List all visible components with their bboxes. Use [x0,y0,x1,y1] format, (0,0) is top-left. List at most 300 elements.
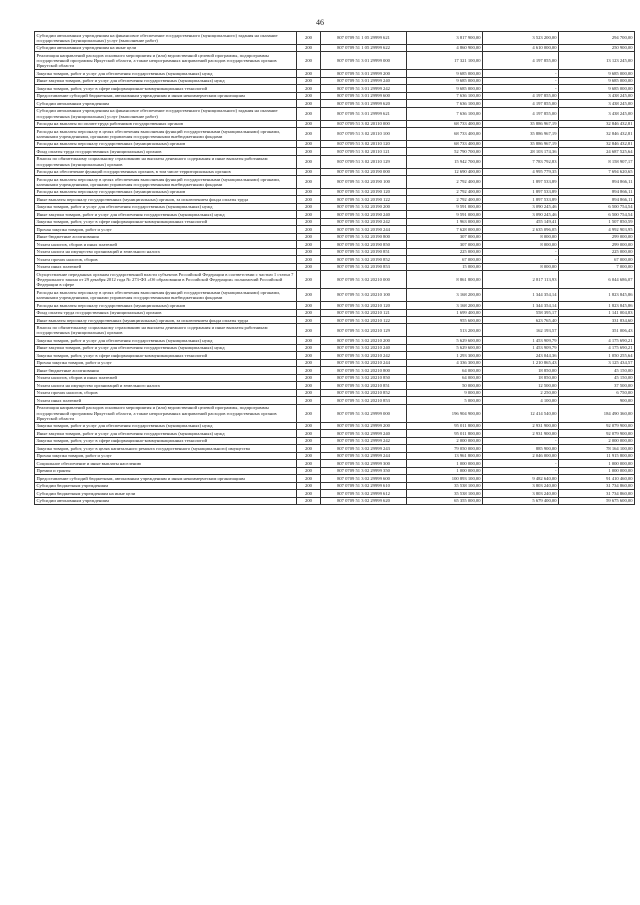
table-row [35,155,635,168]
row-code-cell: 200 [297,196,321,203]
row-name-cell: Взносы по обязательному социальному страхованию на выплаты денежного содержания и иные выплаты работникам государственных (муниципальных) органов [35,324,297,337]
row-plan-cell: 17 321 100,00 [407,52,483,70]
page-number: 46 [316,18,324,27]
row-code-cell: 200 [297,128,321,141]
row-plan-cell: 95 011 800,00 [407,422,483,429]
row-rest-cell: 1 823 845,86 [559,302,635,309]
row-code-cell: 200 [297,176,321,189]
row-code-cell: 200 [297,497,321,504]
row-kbk-cell: 807 0709 51 3 02 20190 120 [321,188,407,195]
table-row [35,100,635,107]
row-rest-cell: 45 150,00 [559,374,635,381]
row-kbk-cell: 807 0709 51 3 01 29999 000 [321,52,407,70]
row-plan-cell: 1 699 400,00 [407,309,483,316]
row-code-cell: 200 [297,52,321,70]
row-kbk-cell: 807 0709 51 3 02 20110 100 [321,128,407,141]
row-name-cell: Социальное обеспечение и иные выплаты населению [35,460,297,467]
row-kbk-cell: 807 0709 51 1 05 29999 621 [321,32,407,45]
row-rest-cell: 4 175 690,21 [559,337,635,344]
row-name-cell: Субсидии бюджетным учреждениям [35,482,297,489]
row-rest-cell: 3 438 245,00 [559,100,635,107]
table-row [35,445,635,452]
row-kbk-cell: 807 0709 51 3 02 20190 244 [321,226,407,233]
table-row [35,203,635,210]
row-fact-cell: - [483,256,559,263]
row-plan-cell: 79 050 000,00 [407,445,483,452]
row-name-cell: Иные закупки товаров, работ и услуг для обеспечения государственных (муниципальных) нужд [35,430,297,437]
row-rest-cell: 1 823 845,86 [559,289,635,302]
row-name-cell: Уплата налогов, сборов и иных платежей [35,241,297,248]
row-code-cell: 200 [297,168,321,175]
row-plan-cell: 67 000,00 [407,256,483,263]
row-code-cell: 200 [297,475,321,482]
row-name-cell: Иные выплаты персоналу государственных (муниципальных) органов, за исключением фонда оплаты труда [35,196,297,203]
row-name-cell: Расходы на выплаты персоналу в целях обеспечения выполнения функций государственными (муниципальными) органами, казенными учреждениями, органами управления государственными внебюджетными фондами [35,128,297,141]
row-kbk-cell: 807 0709 51 3 02 29999 200 [321,422,407,429]
table-row [35,490,635,497]
row-kbk-cell: 807 0709 51 3 02 20110 120 [321,140,407,147]
row-rest-cell: 11 915 800,00 [559,452,635,459]
row-code-cell: 200 [297,188,321,195]
row-code-cell: 200 [297,324,321,337]
row-code-cell: 200 [297,397,321,404]
table-row [35,367,635,374]
row-rest-cell: 894 866,11 [559,188,635,195]
row-rest-cell: 31 734 860,00 [559,482,635,489]
table-row [35,107,635,120]
table-row [35,309,635,316]
row-code-cell: 200 [297,382,321,389]
row-code-cell: 200 [297,140,321,147]
row-name-cell: Субсидии автономным учреждениям на финансовое обеспечение государственного (муниципального) задания на оказание государственных (муниципальных) услуг (выполнение работ) [35,32,297,45]
row-rest-cell: 2 000 000,00 [559,437,635,444]
row-rest-cell: 6 500 754,54 [559,211,635,218]
row-rest-cell: 6 500 754,54 [559,203,635,210]
row-rest-cell: 1 000 000,00 [559,467,635,474]
row-name-cell: Предоставление субсидий бюджетным, автономным учреждениям и иным некоммерческим организациям [35,475,297,482]
row-rest-cell: 59 675 600,00 [559,497,635,504]
row-kbk-cell: 807 0709 51 3 02 29999 612 [321,490,407,497]
table-row [35,168,635,175]
table-row [35,316,635,323]
row-name-cell: Расходы на выплаты по оплате труда работников государственных органов [35,120,297,127]
row-fact-cell: 35 886 967,19 [483,120,559,127]
row-rest-cell: 6 750,00 [559,389,635,396]
row-fact-cell: 1 453 909,79 [483,337,559,344]
table-row [35,256,635,263]
row-kbk-cell: 807 0709 51 3 02 20210 200 [321,337,407,344]
row-name-cell: Закупка товаров, работ и услуг для обеспечения государственных (муниципальных) нужд [35,422,297,429]
row-rest-cell: 7 000,00 [559,263,635,270]
row-name-cell: Фонд оплаты труда государственных (муниципальных) органов [35,148,297,155]
table-row [35,77,635,84]
row-plan-cell: 1 963 000,00 [407,218,483,225]
table-row [35,92,635,99]
row-code-cell: 200 [297,430,321,437]
row-plan-cell: 64 000,00 [407,374,483,381]
row-name-cell: Реализация направлений расходов основного мероприятия и (или) ведомственной целевой программы, подпрограммы государственной программы Иркутской области, а также непрограммных направлений расходов государственных органов Иркутской области [35,404,297,422]
row-rest-cell: 37 500,00 [559,382,635,389]
row-plan-cell: 9 685 000,00 [407,70,483,77]
row-plan-cell: 8 861 800,00 [407,271,483,289]
row-rest-cell: 331 834,60 [559,316,635,323]
row-fact-cell: 1 344 354,14 [483,302,559,309]
table-row [35,263,635,270]
row-kbk-cell: 807 0709 51 3 01 29999 620 [321,100,407,107]
table-row [35,211,635,218]
row-kbk-cell: 807 0709 51 3 02 20190 851 [321,248,407,255]
row-name-cell: Уплата прочих налогов, сборов [35,389,297,396]
table-row [35,44,635,51]
table-row [35,85,635,92]
row-fact-cell: 4 197 855,00 [483,92,559,99]
row-kbk-cell: 807 0709 51 3 02 20210 800 [321,367,407,374]
row-name-cell: Расходы на обеспечение функций государственных органов, в том числе территориальных органов [35,168,297,175]
row-plan-cell: 9 591 000,00 [407,203,483,210]
row-plan-cell: 68 733 400,00 [407,120,483,127]
row-name-cell: Иные закупки товаров, работ и услуг для обеспечения государственных (муниципальных) нужд [35,211,297,218]
row-code-cell: 200 [297,467,321,474]
row-code-cell: 200 [297,437,321,444]
row-plan-cell: 3 168 200,00 [407,289,483,302]
row-name-cell: Премии и гранты [35,467,297,474]
row-kbk-cell: 807 0709 51 3 02 29999 300 [321,460,407,467]
row-plan-cell: 35 538 100,00 [407,482,483,489]
row-fact-cell: 2 931 900,00 [483,430,559,437]
row-name-cell: Субсидии автономным учреждениям [35,497,297,504]
table-row [35,467,635,474]
row-code-cell: 200 [297,482,321,489]
row-fact-cell: 4 995 779,35 [483,168,559,175]
row-code-cell: 200 [297,337,321,344]
row-code-cell: 200 [297,490,321,497]
table-row [35,140,635,147]
row-kbk-cell: 807 0709 51 3 02 29999 243 [321,445,407,452]
row-fact-cell: 1 453 909,79 [483,344,559,351]
row-name-cell: Закупка товаров, работ и услуг для обеспечения государственных (муниципальных) нужд [35,70,297,77]
row-code-cell: 200 [297,44,321,51]
row-plan-cell: 9 685 000,00 [407,85,483,92]
row-kbk-cell: 807 0709 51 3 01 29999 200 [321,70,407,77]
table-row [35,475,635,482]
row-name-cell: Расходы на выплаты персоналу государственных (муниципальных) органов [35,302,297,309]
row-kbk-cell: 807 0709 51 3 02 20190 852 [321,256,407,263]
row-rest-cell: 78 164 100,00 [559,445,635,452]
row-plan-cell: 307 000,00 [407,233,483,240]
row-code-cell: 200 [297,226,321,233]
row-rest-cell: 351 006,43 [559,324,635,337]
row-plan-cell: 1 293 300,00 [407,352,483,359]
row-code-cell: 200 [297,460,321,467]
row-fact-cell: 8 000,00 [483,263,559,270]
row-code-cell: 200 [297,241,321,248]
row-rest-cell: 7 694 620,65 [559,168,635,175]
row-rest-cell: 92 079 900,00 [559,422,635,429]
table-row [35,70,635,77]
row-plan-cell: 15 942 700,00 [407,155,483,168]
table-row [35,226,635,233]
row-rest-cell: 294 700,00 [559,32,635,45]
row-code-cell: 200 [297,359,321,366]
table-row [35,422,635,429]
row-plan-cell: 955 600,00 [407,316,483,323]
table-row [35,176,635,189]
row-kbk-cell: 807 0709 51 3 01 29999 600 [321,92,407,99]
row-name-cell: Уплата иных платежей [35,263,297,270]
row-rest-cell: 894 866,11 [559,196,635,203]
row-rest-cell: 1 507 850,59 [559,218,635,225]
row-fact-cell: 3 090 245,46 [483,211,559,218]
row-name-cell: Закупка товаров, работ, услуг в сфере информационно-коммуникационных технологий [35,437,297,444]
row-name-cell: Прочая закупка товаров, работ и услуг [35,452,297,459]
row-fact-cell: - [483,70,559,77]
row-plan-cell: 4 336 300,00 [407,359,483,366]
table-row [35,233,635,240]
table-row [35,374,635,381]
row-fact-cell: 2 931 900,00 [483,422,559,429]
row-fact-cell: 885 900,00 [483,445,559,452]
row-fact-cell: 4 610 000,00 [483,44,559,51]
row-code-cell: 200 [297,233,321,240]
row-code-cell: 200 [297,271,321,289]
row-code-cell: 200 [297,445,321,452]
row-code-cell: 200 [297,289,321,302]
row-rest-cell: 1 000 000,00 [559,460,635,467]
row-rest-cell: 67 000,00 [559,256,635,263]
row-fact-cell: 18 850,00 [483,367,559,374]
row-code-cell: 200 [297,452,321,459]
row-fact-cell: 4 100,00 [483,397,559,404]
table-row [35,397,635,404]
row-code-cell: 200 [297,344,321,351]
row-code-cell: 200 [297,248,321,255]
row-kbk-cell: 807 0709 51 3 02 20210 853 [321,397,407,404]
row-plan-cell: 513 200,00 [407,324,483,337]
row-plan-cell: 13 961 800,00 [407,452,483,459]
row-plan-cell: 68 733 400,00 [407,140,483,147]
row-code-cell: 200 [297,389,321,396]
row-kbk-cell: 807 0709 51 3 02 20110 129 [321,155,407,168]
row-code-cell: 200 [297,32,321,45]
row-code-cell: 200 [297,422,321,429]
row-plan-cell: 7 636 100,00 [407,107,483,120]
row-plan-cell: 64 000,00 [407,367,483,374]
row-fact-cell: 2 046 000,00 [483,452,559,459]
row-name-cell: Уплата налога на имущество организаций и земельного налога [35,382,297,389]
table-row [35,437,635,444]
table-row [35,482,635,489]
table-row [35,196,635,203]
row-plan-cell: 15 000,00 [407,263,483,270]
row-name-cell: Осуществление переданных органам государственной власти субъектов Российской Федерации в соответствии с частью 1 статьи 7 Федерального закона от 29 декабря 2012 года № 273-ФЗ «Об образовании в Российской Федерации» полномочий Российской Федерации в сфере [35,271,297,289]
row-kbk-cell: 807 0709 51 3 02 29999 610 [321,482,407,489]
row-fact-cell: 2 817 113,93 [483,271,559,289]
row-plan-cell: 7 636 100,00 [407,92,483,99]
row-fact-cell: 12 500,00 [483,382,559,389]
row-plan-cell: 65 355 000,00 [407,497,483,504]
row-name-cell: Закупка товаров, работ, услуг в сфере информационно-коммуникационных технологий [35,85,297,92]
table-row [35,271,635,289]
row-rest-cell: 92 079 900,00 [559,430,635,437]
row-plan-cell: 50 000,00 [407,382,483,389]
row-rest-cell: 299 000,00 [559,233,635,240]
row-name-cell: Иные выплаты персоналу государственных (муниципальных) органов, за исключением фонда оплаты труда [35,316,297,323]
row-plan-cell: 2 000 000,00 [407,437,483,444]
row-name-cell: Расходы на выплаты персоналу в целях обеспечения выполнения функций государственными (муниципальными) органами, казенными учреждениями, органами управления государственными внебюджетными фондами [35,289,297,302]
row-fact-cell: 3 523 200,00 [483,32,559,45]
row-fact-cell: 8 000,00 [483,233,559,240]
row-fact-cell: - [483,248,559,255]
row-plan-cell: 35 538 100,00 [407,490,483,497]
row-code-cell: 200 [297,404,321,422]
row-code-cell: 200 [297,148,321,155]
row-fact-cell: 1 897 533,89 [483,176,559,189]
row-fact-cell: 18 850,00 [483,374,559,381]
row-rest-cell: 3 438 245,00 [559,92,635,99]
row-fact-cell: 28 103 174,36 [483,148,559,155]
row-rest-cell: 32 846 432,81 [559,120,635,127]
row-kbk-cell: 807 0709 51 3 02 20110 121 [321,148,407,155]
row-rest-cell: 184 490 360,00 [559,404,635,422]
row-kbk-cell: 807 0709 51 3 02 20190 240 [321,211,407,218]
row-plan-cell: 2 792 400,00 [407,176,483,189]
row-fact-cell: 243 044,36 [483,352,559,359]
row-kbk-cell: 807 0709 51 3 02 20210 242 [321,352,407,359]
row-code-cell: 200 [297,107,321,120]
table-row [35,324,635,337]
row-rest-cell: 1 050 255,64 [559,352,635,359]
row-kbk-cell: 807 0709 51 3 02 29999 244 [321,452,407,459]
row-kbk-cell: 807 0709 51 3 02 29999 350 [321,467,407,474]
row-kbk-cell: 807 0709 51 3 02 20210 850 [321,374,407,381]
row-fact-cell: 1 897 533,89 [483,196,559,203]
row-fact-cell: 5 679 400,00 [483,497,559,504]
row-plan-cell: 1 000 000,00 [407,467,483,474]
row-kbk-cell: 807 0709 51 3 02 20110 000 [321,120,407,127]
row-rest-cell: 8 158 907,17 [559,155,635,168]
row-name-cell: Фонд оплаты труда государственных (муниципальных) органов [35,309,297,316]
row-code-cell: 200 [297,211,321,218]
row-kbk-cell: 807 0709 51 1 05 29999 622 [321,44,407,51]
row-code-cell: 200 [297,155,321,168]
table-row [35,148,635,155]
row-rest-cell: 225 000,00 [559,248,635,255]
row-name-cell: Взносы по обязательному социальному страхованию на выплаты денежного содержания и иные выплаты работникам государственных (муниципальных) органов [35,155,297,168]
row-rest-cell: 900,00 [559,397,635,404]
table-row [35,389,635,396]
table-row [35,188,635,195]
row-fact-cell: 3 803 240,00 [483,490,559,497]
table-row [35,248,635,255]
row-fact-cell: 35 886 967,19 [483,128,559,141]
row-kbk-cell: 807 0709 51 3 02 20210 100 [321,289,407,302]
row-kbk-cell: 807 0709 51 3 02 29999 600 [321,475,407,482]
row-rest-cell: 3 438 245,00 [559,107,635,120]
row-plan-cell: 9 685 000,00 [407,77,483,84]
row-kbk-cell: 807 0709 51 3 02 29999 620 [321,497,407,504]
row-kbk-cell: 807 0709 51 3 02 20190 242 [321,218,407,225]
row-plan-cell: 5 629 600,00 [407,337,483,344]
table-row [35,430,635,437]
row-fact-cell: 8 000,00 [483,241,559,248]
row-plan-cell: 52 790 700,00 [407,148,483,155]
row-kbk-cell: 807 0709 51 3 02 20190 853 [321,263,407,270]
row-name-cell: Реализация направлений расходов основного мероприятия и (или) ведомственной целевой программы, подпрограммы государственной программы Иркутской области, а также непрограммных направлений расходов государственных органов Иркутской области [35,52,297,70]
row-name-cell: Иные бюджетные ассигнования [35,367,297,374]
row-rest-cell: 32 846 432,81 [559,128,635,141]
row-rest-cell: 3 125 434,57 [559,359,635,366]
table-row [35,52,635,70]
row-kbk-cell: 807 0709 51 3 02 20210 121 [321,309,407,316]
row-plan-cell: 2 792 400,00 [407,196,483,203]
row-plan-cell: 1 000 000,00 [407,460,483,467]
row-rest-cell: 31 734 860,00 [559,490,635,497]
row-kbk-cell: 807 0709 51 3 02 20210 244 [321,359,407,366]
row-code-cell: 200 [297,85,321,92]
row-kbk-cell: 807 0709 51 3 01 29999 242 [321,85,407,92]
row-fact-cell: 4 197 855,00 [483,107,559,120]
row-code-cell: 200 [297,316,321,323]
row-rest-cell: 4 175 690,21 [559,344,635,351]
row-plan-cell: 68 733 400,00 [407,128,483,141]
row-name-cell: Расходы на выплаты персоналу государственных (муниципальных) органов [35,188,297,195]
row-code-cell: 200 [297,218,321,225]
row-name-cell: Расходы на выплаты персоналу в целях обеспечения выполнения функций государственными (муниципальными) органами, казенными учреждениями, органами управления государственными внебюджетными фондами [35,176,297,189]
row-code-cell: 200 [297,352,321,359]
row-kbk-cell: 807 0709 51 3 02 20210 120 [321,302,407,309]
table-row [35,337,635,344]
row-name-cell: Расходы на выплаты персоналу государственных (муниципальных) органов [35,140,297,147]
row-rest-cell: 9 685 000,00 [559,70,635,77]
row-rest-cell: 4 992 903,95 [559,226,635,233]
row-plan-cell: 9 591 000,00 [407,211,483,218]
row-fact-cell: 3 090 245,46 [483,203,559,210]
row-rest-cell: 299 000,00 [559,241,635,248]
row-rest-cell: 45 150,00 [559,367,635,374]
row-code-cell: 200 [297,367,321,374]
row-fact-cell: 455 149,41 [483,218,559,225]
row-plan-cell: 95 011 800,00 [407,430,483,437]
row-plan-cell: 307 000,00 [407,241,483,248]
row-fact-cell: - [483,460,559,467]
row-rest-cell: 9 685 000,00 [559,77,635,84]
row-rest-cell: 6 044 686,07 [559,271,635,289]
row-fact-cell: - [483,85,559,92]
row-fact-cell: - [483,437,559,444]
row-plan-cell: 3 168 200,00 [407,302,483,309]
row-kbk-cell: 807 0709 51 3 02 20210 122 [321,316,407,323]
expense-report-table [34,31,635,505]
row-kbk-cell: 807 0709 51 3 02 29999 000 [321,404,407,422]
table-row [35,497,635,504]
row-fact-cell: 7 783 792,83 [483,155,559,168]
row-fact-cell: 9 482 640,00 [483,475,559,482]
row-fact-cell: - [483,77,559,84]
row-kbk-cell: 807 0709 51 3 02 20210 240 [321,344,407,351]
row-kbk-cell: 807 0709 51 3 02 20210 129 [321,324,407,337]
row-fact-cell: 35 886 967,19 [483,140,559,147]
row-name-cell: Уплата прочих налогов, сборов [35,256,297,263]
row-fact-cell: 4 197 855,00 [483,52,559,70]
row-kbk-cell: 807 0709 51 3 02 20190 100 [321,176,407,189]
row-name-cell: Уплата налогов, сборов и иных платежей [35,374,297,381]
table-row [35,382,635,389]
row-code-cell: 200 [297,302,321,309]
row-code-cell: 200 [297,374,321,381]
row-code-cell: 200 [297,70,321,77]
row-fact-cell: 1 897 533,89 [483,188,559,195]
table-row [35,452,635,459]
